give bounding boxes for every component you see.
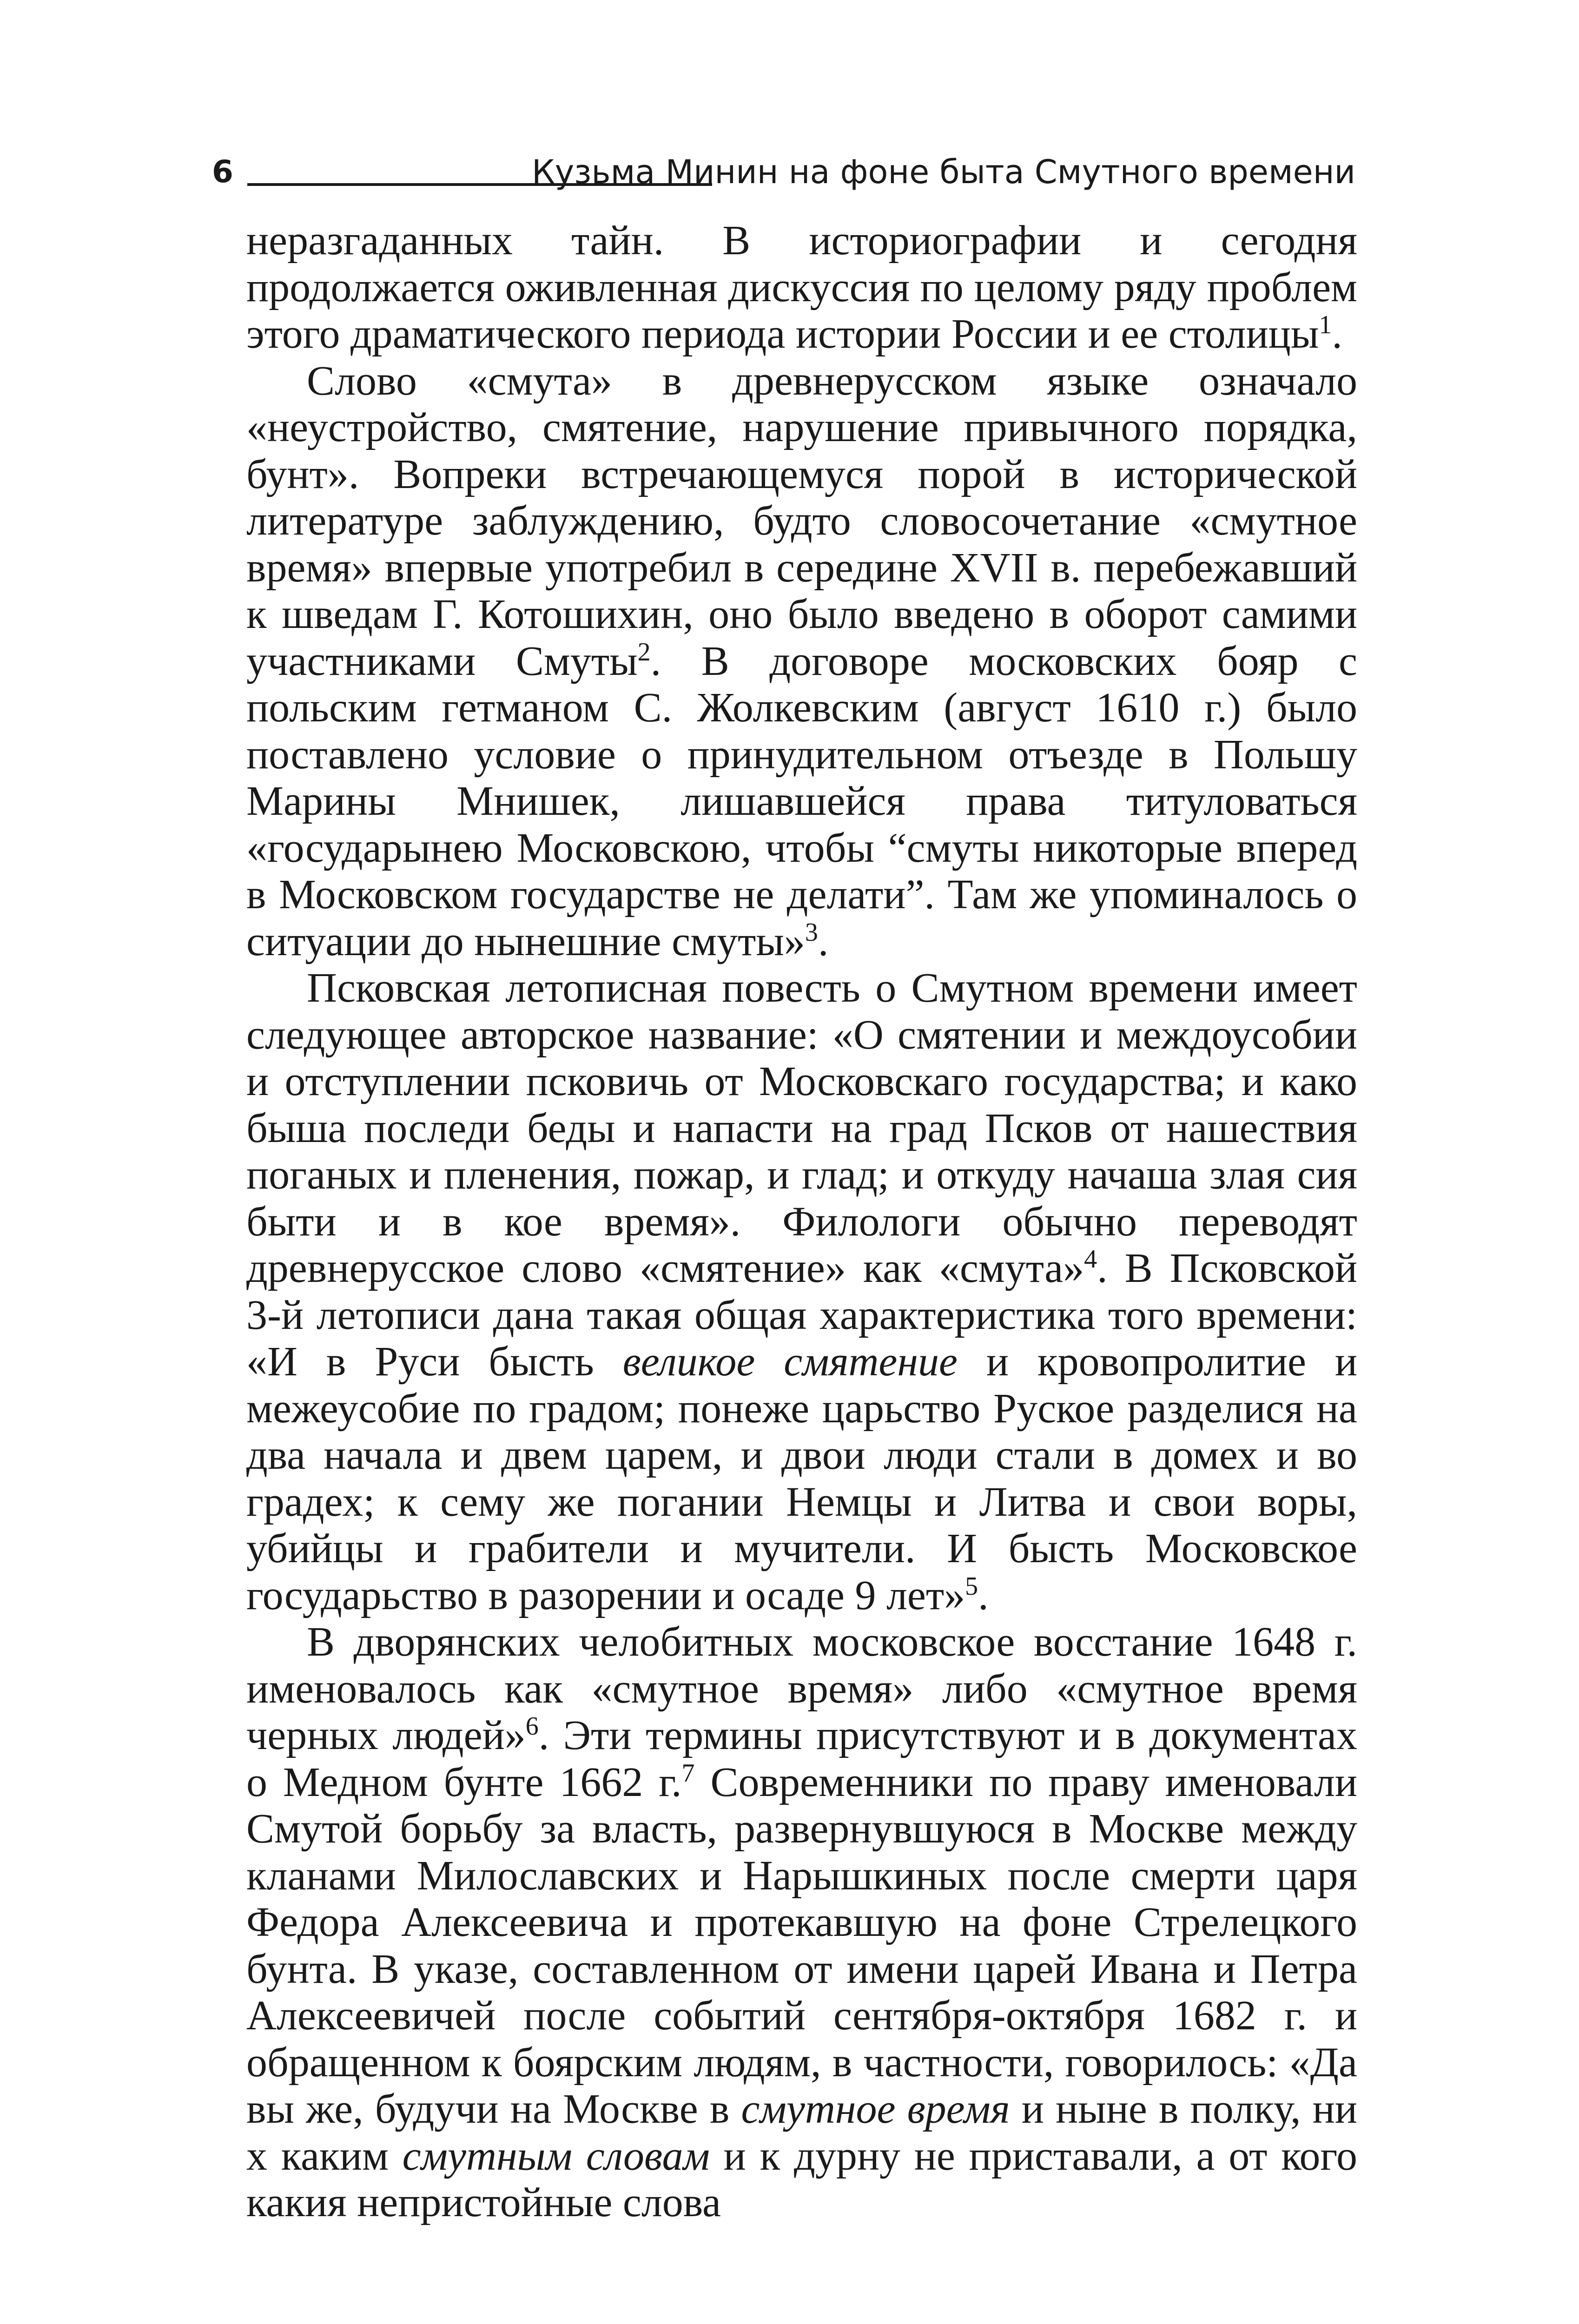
- footnote-marker: 5: [965, 1571, 978, 1601]
- paragraph-text: . В договоре московских бояр с польским гетманом С. Жолкевским (август 1610 г.) было поставлено условие о принудительном отъезде в Польшу Марины Мнишек, лишавшейся права титуловаться «государынею Московскою, чтобы “смуты никоторые вперед в Московском государстве не делати”. Там же упоминалось о ситуации до нынешние смуты»: [246, 638, 1358, 964]
- paragraph-1: [246, 218, 1357, 358]
- paragraph-text: и кровопролитие и межеусобие по градом; понеже царьство Руское разделися на два начала и двем царем, и двои люди стали в домех и во градех; к сему же погании Немцы и Литва и свои воры, убийцы и грабители и мучители. И бысть Московское государьство в разорении и осаде 9 лет»: [246, 1339, 1357, 1618]
- paragraph-3: [246, 965, 1357, 1619]
- running-title: Кузьма Минин на фоне быта Смутного времени: [532, 153, 1355, 191]
- paragraph-tail: .: [978, 1572, 989, 1618]
- footnote-marker: 1: [1319, 310, 1332, 340]
- running-header: [212, 146, 1355, 198]
- footnote-marker: 3: [805, 918, 818, 947]
- paragraph-text: В дворянских челобитных московское восстание 1648 г. именовалось как «смутное время» либо «смутное время черных людей»: [246, 1619, 1357, 1758]
- paragraph-text: и к дурну не приставали, а от кого какия непристойные слова: [246, 2133, 1357, 2225]
- paragraph-text: Псковская летописная повесть о Смутном времени имеет следующее авторское название: «О смятении и междоусобии и отступлении псковичь от Московскаго государства; и како быша последи беды и напасти на град Псков от нашествия поганых и пленения, пожар, и глад; и откуду начаша злая сия быти и в кое время». Филологи обычно переводят древнерусское слово «смятение» как «смута»: [246, 965, 1357, 1291]
- paragraph-2: [246, 358, 1357, 965]
- emphasis: великое смятение: [622, 1339, 958, 1385]
- paragraph-text: Современники по праву именовали Смутой борьбу за власть, развернувшуюся в Москве между кланами Милославских и Нарышкиных после смерти царя Федора Алексеевича и протекавшую на фоне Стрелецкого бунта. В указе, составленном от имени царей Ивана и Петра Алексеевичей после событий сентября-октября 1682 г. и обращенном к боярским людям, в частности, говорилось: «Да вы же, будучи на Москве в: [246, 1759, 1357, 2132]
- paragraph-tail: .: [1332, 311, 1342, 357]
- paragraph-text: . В Псковской 3-й летописи дана такая общая характеристика того времени: «И в Руси бысть: [246, 1245, 1357, 1385]
- footnote-marker: 7: [681, 1758, 695, 1788]
- paragraph-text: неразгаданных тайн. В историографии и сегодня продолжается оживленная дискуссия по целому ряду проблем этого драматического периода истории России и ее столицы: [246, 218, 1357, 357]
- footnote-marker: 6: [525, 1712, 539, 1741]
- emphasis: смутным словам: [402, 2133, 710, 2179]
- paragraph-text: и ныне в полку, ни х каким: [246, 2086, 1357, 2179]
- paragraph-text: . Эти термины присутствуют и в документах о Медном бунте 1662 г.: [246, 1712, 1357, 1805]
- footnote-marker: 4: [1084, 1245, 1097, 1274]
- paragraph-4: [246, 1619, 1357, 2226]
- footnote-marker: 2: [637, 637, 651, 667]
- emphasis: смутное время: [741, 2086, 1010, 2132]
- page-number: 6: [212, 154, 233, 190]
- paragraph-text: Слово «смута» в древнерусском языке означало «неустройство, смятение, нарушение привычного порядка, бунт». Вопреки встречающемуся порой в исторической литературе заблуждению, будто словосочетание «смутное время» впервые употребил в середине XVII в. перебежавший к шведам Г. Котошихин, оно было введено в оборот самими участниками Смуты: [246, 357, 1357, 684]
- body-text: [246, 218, 1357, 2226]
- paragraph-tail: .: [818, 918, 829, 964]
